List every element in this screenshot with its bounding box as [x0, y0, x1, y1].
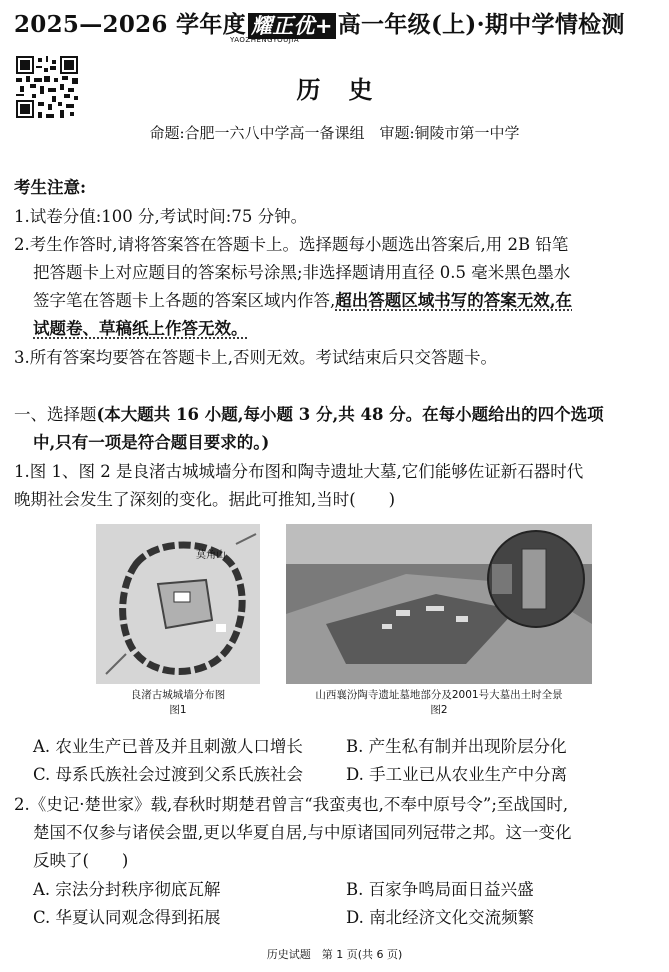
q2-option-d: D. 南北经济文化交流频繁	[346, 908, 535, 927]
title-grade: 高一年级(上)·期中学情检测	[337, 11, 625, 38]
q1-stem-line-2: 晚期社会发生了深刻的变化。据此可推知,当时( )	[14, 490, 396, 509]
notice-item-2-line-3-plain: 签字笔在答题卡上各题的答案区域内作答,	[33, 291, 336, 310]
notice-item-2-line-3	[33, 287, 572, 311]
q2-stem-line-1: 2.《史记·楚世家》载,春秋时期楚君曾言“我蛮夷也,不奉中原号令”;至战国时,	[14, 795, 569, 814]
q1-option-c: C. 母系氏族社会过渡到父系氏族社会	[33, 765, 304, 784]
notice-item-2-line-4	[33, 315, 248, 339]
page-footer: 历史试题 第 1 页(共 6 页)	[266, 948, 403, 961]
figure-2-number: 图2	[430, 704, 448, 716]
notice-item-1: 1.试卷分值:100 分,考试时间:75 分钟。	[14, 207, 308, 226]
q1-stem-line-1: 1.图 1、图 2 是良渚古城城墙分布图和陶寺遗址大墓,它们能够佐证新石器时代	[14, 462, 584, 481]
section-heading-rules: (本大题共 16 小题,每小题 3 分,共 48 分。在每小题给出的四个选项	[96, 405, 604, 424]
notice-emphasis: 超出答题区域书写的答案无效,在	[335, 291, 572, 310]
notice-item-2-line-1: 2.考生作答时,请将答案答在答题卡上。选择题每小题选出答案后,用 2B 铅笔	[14, 235, 569, 254]
subject-title: 历史	[296, 75, 401, 104]
q1-option-a: A. 农业生产已普及并且刺激人口增长	[33, 737, 303, 756]
section-heading	[14, 401, 604, 425]
tomb-excavation-photo	[286, 524, 592, 684]
exam-title	[14, 6, 664, 39]
figure-1-map	[96, 524, 260, 684]
figure-1-number: 图1	[169, 704, 187, 716]
city-wall-map-image	[96, 524, 260, 684]
notice-emphasis-2: 试题卷、草稿纸上作答无效。	[33, 319, 248, 338]
notice-heading: 考生注意:	[14, 178, 87, 197]
brand-logo-text: 耀正优	[250, 14, 315, 38]
notice-item-3: 3.所有答案均要答在答题卡上,否则无效。考试结束后只交答题卡。	[14, 348, 497, 367]
q2-stem-line-2: 楚国不仅参与诸侯会盟,更以华夏自居,与中原诸国同列冠带之邦。这一变化	[33, 823, 572, 842]
q2-option-a: A. 宗法分封秩序彻底瓦解	[33, 880, 221, 899]
figure-1-caption: 良渚古城城墙分布图	[130, 689, 226, 701]
q1-option-b: B. 产生私有制并出现阶层分化	[346, 737, 567, 756]
section-heading-line-2: 中,只有一项是符合题目要求的。)	[33, 433, 270, 452]
fig1-map-label: 莫角山	[196, 550, 226, 561]
q2-option-c: C. 华夏认同观念得到拓展	[33, 908, 221, 927]
figure-2-photo	[286, 524, 592, 684]
q1-option-d: D. 手工业已从农业生产中分离	[346, 765, 568, 784]
brand-logo-plus: +	[314, 14, 333, 38]
figure-2-caption: 山西襄汾陶寺遗址墓地部分及2001号大墓出土时全景	[315, 689, 563, 701]
q2-option-b: B. 百家争鸣局面日益兴盛	[346, 880, 534, 899]
exam-credits: 命题:合肥一六八中学高一备课组 审题:铜陵市第一中学	[149, 124, 520, 142]
q2-stem-line-3: 反映了( )	[33, 851, 129, 870]
section-heading-label: 一、选择题	[14, 405, 97, 424]
brand-logo-subtitle: YAOZHENGYOUJIA	[230, 36, 300, 44]
notice-item-2-line-2: 把答题卡上对应题目的答案标号涂黑;非选择题请用直径 0.5 毫米黑色墨水	[33, 263, 571, 282]
title-year: 2025—2026 学年度	[14, 11, 246, 38]
